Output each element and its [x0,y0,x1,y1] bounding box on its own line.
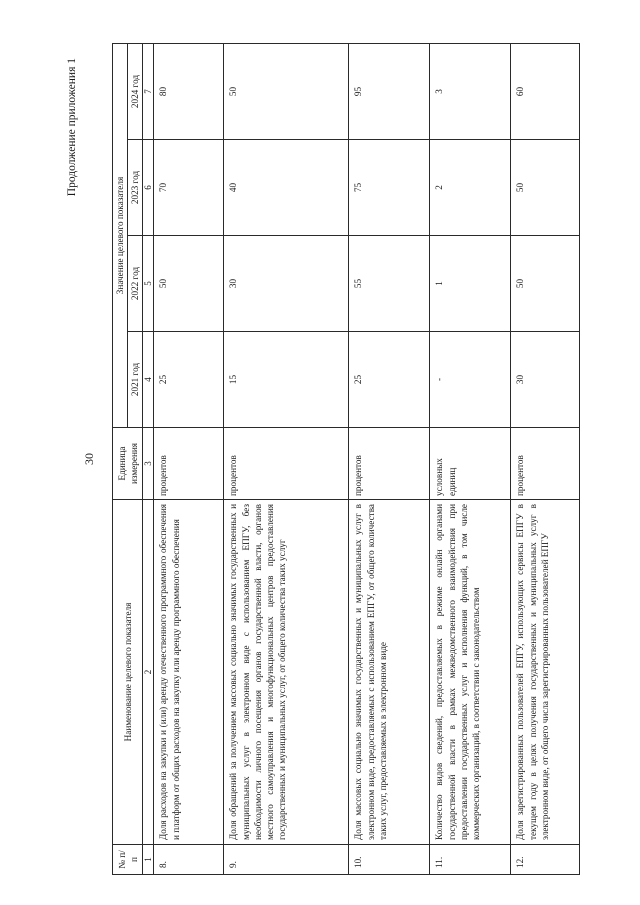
value-2023: 50 [511,140,580,236]
row-number: 8. [154,845,224,875]
value-2023: 75 [349,140,430,236]
table-row [349,44,430,875]
indicator-name: Доля массовых социально значимых государственных и муниципальных услуг в электронном виде, предоставляемых с использованием ЕПГУ, от общего количества таких услуг, предоставляемых в электронном виде [349,500,430,845]
header-values-group: Значение целевого показателя [113,44,128,428]
value-2021: 30 [511,332,580,428]
column-index: 3 [143,428,154,500]
value-2023: 40 [224,140,349,236]
value-2022: 30 [224,236,349,332]
indicator-unit: процентов [349,428,430,500]
indicator-unit: процентов [511,428,580,500]
indicator-name: Доля обращений за получением массовых социально значимых государственных и муниципальных услуг в электронном виде с использованием ЕПГУ, без необходимости личного посещения органов государственной власти, органов местного самоуправления и многофункциональных центров предоставления государственных и муниципальных услуг, от общего количества таких услуг [224,500,349,845]
row-number: 11. [430,845,511,875]
value-2021: 25 [154,332,224,428]
column-index-row [143,44,154,875]
value-2024: 50 [224,44,349,140]
row-number: 9. [224,845,349,875]
value-2021: 15 [224,332,349,428]
value-2023: 70 [154,140,224,236]
column-index: 7 [143,44,154,140]
indicator-unit: процентов [154,428,224,500]
value-2024: 95 [349,44,430,140]
row-number: 12. [511,845,580,875]
table-row [154,44,224,875]
column-index: 1 [143,845,154,875]
value-2023: 2 [430,140,511,236]
page-number: 30 [82,453,96,465]
value-2024: 60 [511,44,580,140]
header-year-2023: 2023 год [128,140,143,236]
header-name: Наименование целевого показателя [113,500,143,845]
header-num: № п/п [113,845,143,875]
value-2022: 50 [154,236,224,332]
column-index: 5 [143,236,154,332]
column-index: 6 [143,140,154,236]
indicator-table [112,43,580,875]
column-index: 2 [143,500,154,845]
indicator-name: Доля расходов на закупки и (или) аренду отечественного программного обеспечения и платформ от общих расходов на закупку или аренду программного обеспечения [154,500,224,845]
value-2024: 3 [430,44,511,140]
header-unit: Единица измерения [113,428,143,500]
header-year-2022: 2022 год [128,236,143,332]
appendix-note: Продолжение приложения 1 [66,58,78,197]
row-number: 10. [349,845,430,875]
value-2021: 25 [349,332,430,428]
value-2021: - [430,332,511,428]
header-row [113,44,128,875]
table-row [511,44,580,875]
header-year-2024: 2024 год [128,44,143,140]
indicator-unit: условных единиц [430,428,511,500]
header-year-2021: 2021 год [128,332,143,428]
indicator-unit: процентов [224,428,349,500]
indicator-name: Количество видов сведений, предоставляемых в режиме онлайн органами государственной власти в рамках межведомственного взаимодействия при предоставлении государственных услуг и исполнения функций, в том числе коммерческих организаций, в соответствии с законодательством [430,500,511,845]
table-row [224,44,349,875]
value-2022: 55 [349,236,430,332]
table-row [430,44,511,875]
column-index: 4 [143,332,154,428]
indicator-name: Доля зарегистрированных пользователей ЕПГУ, использующих сервисы ЕПГУ в текущем году в целях получения государственных и муниципальных услуг в электронном виде, от общего числа зарегистрированных пользователей ЕПГУ [511,500,580,845]
value-2024: 80 [154,44,224,140]
value-2022: 50 [511,236,580,332]
value-2022: 1 [430,236,511,332]
